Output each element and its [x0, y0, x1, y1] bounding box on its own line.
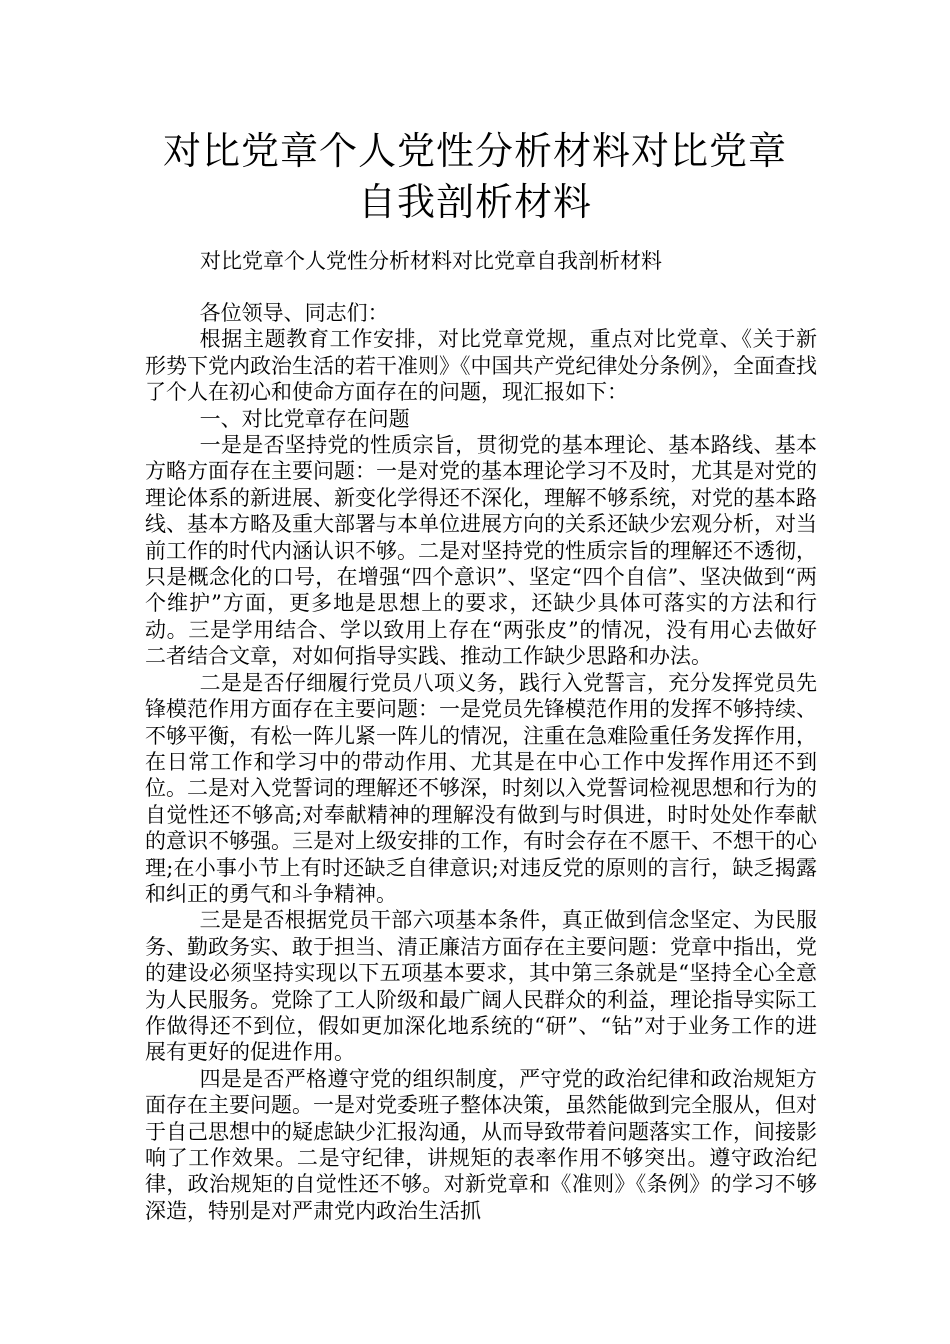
section-heading: 一、对比党章存在问题	[199, 406, 410, 431]
body-paragraph-4: 四是是否严格遵守党的组织制度，严守党的政治纪律和政治规矩方面存在主要问题。一是对党委班子整体决策，虽然能做到完全服从，但对于自己思想中的疑虑缺少汇报沟通，从而导致带着问题落实工作，间接影响了工作效果。二是守纪律，讲规矩的表率作用不够突出。遵守政治纪律，政治规矩的自觉性还不够。对新党章和《准则》《条例》的学习不够深造，特别是对严肃党内政治生活抓	[145, 1066, 817, 1223]
intro-paragraph: 根据主题教育工作安排，对比党章党规，重点对比党章、《关于新形势下党内政治生活的若干准则》《中国共产党纪律处分条例》，全面查找了个人在初心和使命方面存在的问题，现汇报如下：	[145, 327, 817, 405]
document-body	[145, 300, 817, 1224]
greeting-paragraph: 各位领导、同志们：	[199, 301, 389, 325]
body-paragraph-2: 二是是否仔细履行党员八项义务，践行入党誓言，充分发挥党员先锋模范作用方面存在主要问题：一是党员先锋模范作用的发挥不够持续、不够平衡，有松一阵儿紧一阵儿的情况，注重在急难险重任务发挥作用，在日常工作和学习中的带动作用、尤其是在中心工作中发挥作用还不到位。二是对入党誓词的理解还不够深，时刻以入党誓词检视思想和行为的自觉性还不够高;对奉献精神的理解没有做到与时俱进，时时处处作奉献的意识不够强。三是对上级安排的工作，有时会存在不愿干、不想干的心理;在小事小节上有时还缺乏自律意识;对违反党的原则的言行，缺乏揭露和纠正的勇气和斗争精神。	[145, 670, 817, 906]
document-title: 对比党章个人党性分析材料对比党章自我剖析材料	[162, 129, 787, 224]
body-paragraph-3: 三是是否根据党员干部六项基本条件，真正做到信念坚定、为民服务、勤政务实、敢于担当、清正廉洁方面存在主要问题：党章中指出，党的建设必须坚持实现以下五项基本要求，其中第三条就是“坚持全心全意为人民服务。党除了工人阶级和最广阔人民群众的利益，理论指导实际工作做得还不到位，假如更加深化地系统的“研”、“钻”对于业务工作的进展有更好的促进作用。	[145, 908, 817, 1065]
document-subtitle: 对比党章个人党性分析材料对比党章自我剖析材料	[200, 249, 662, 273]
body-paragraph-1: 一是是否坚持党的性质宗旨，贯彻党的基本理论、基本路线、基本方略方面存在主要问题：一是对党的基本理论学习不及时，尤其是对党的理论体系的新进展、新变化学得还不深化，理解不够系统，对党的基本路线、基本方略及重大部署与本单位进展方向的关系还缺少宏观分析，对当前工作的时代内涵认识不够。二是对坚持党的性质宗旨的理解还不透彻，只是概念化的口号，在增强“四个意识”、坚定“四个自信”、坚决做到“两个维护”方面，更多地是思想上的要求，还缺少具体可落实的方法和行动。三是学用结合、学以致用上存在“两张皮”的情况，没有用心去做好二者结合文章，对如何指导实践、推动工作缺少思路和办法。	[145, 433, 817, 669]
